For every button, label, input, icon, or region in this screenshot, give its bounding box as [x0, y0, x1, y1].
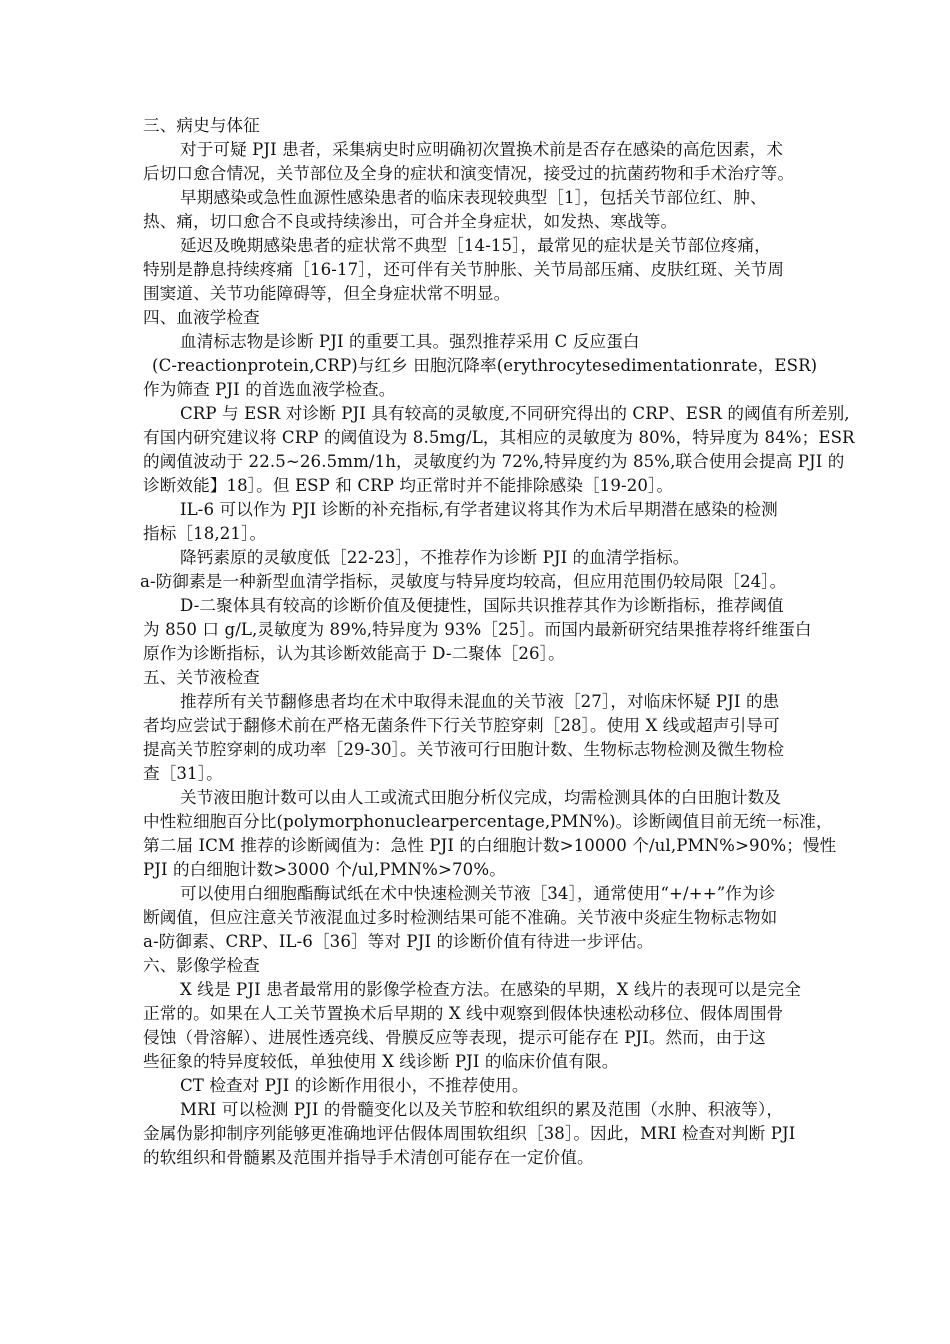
text-line: 降钙素原的灵敏度低［22-23］，不推荐作为诊断 PJI 的血清学指标。	[180, 548, 690, 567]
text-line: 可以使用白细胞酯酶试纸在术中快速检测关节液［34］，通常使用“+/++”作为诊	[180, 884, 776, 903]
text-line: a-防御素是一种新型血清学指标，灵敏度与特异度均较高，但应用范围仍较局限［24］。	[140, 572, 787, 591]
text-line: 查［31］。	[143, 764, 223, 783]
text-line: 提高关节腔穿刺的成功率［29-30］。关节液可行田胞计数、生物标志物检测及微生物检	[143, 740, 785, 759]
section-heading-history: 三、病史与体征	[143, 116, 260, 135]
text-line: 血清标志物是诊断 PJI 的重要工具。强烈推荐采用 C 反应蛋白	[180, 332, 640, 351]
text-line: 中性粒细胞百分比(polymorphonuclearpercentage,PMN%)。诊断阈值目前无统一标准，	[143, 812, 833, 831]
text-line: 正常的。如果在人工关节置换术后早期的 X 线中观察到假体快速松动移位、假体周围骨	[143, 1004, 784, 1023]
text-line: 有国内研究建议将 CRP 的阈值设为 8.5mg/L，其相应的灵敏度为 80%，特异度为 84%；ESR	[143, 428, 855, 447]
text-line: 作为筛查 PJI 的首选血液学检查。	[143, 380, 396, 399]
text-line: 些征象的特异度较低，单独使用 X 线诊断 PJI 的临床价值有限。	[143, 1052, 619, 1071]
section-heading-synovial-fluid: 五、关节液检查	[143, 668, 260, 687]
text-line: 为 850 口 g/L,灵敏度为 89%,特异度为 93%［25］。而国内最新研究结果推荐将纤维蛋白	[143, 620, 812, 639]
text-line: D-二聚体具有较高的诊断价值及便捷性，国际共识推荐其作为诊断指标，推荐阈值	[180, 596, 784, 615]
text-line: CRP 与 ESR 对诊断 PJI 具有较高的灵敏度,不同研究得出的 CRP、ESR 的阈值有所差别,	[180, 404, 850, 423]
text-line: 原作为诊断指标，认为其诊断效能高于 D-二聚体［26］。	[143, 644, 565, 663]
text-line: 的阈值波动于 22.5~26.5mm/1h，灵敏度约为 72%,特异度约为 85%,联合使用会提高 PJI 的	[143, 452, 845, 471]
text-line: 特别是静息持续疼痛［16-17］，还可伴有关节肿胀、关节局部压痛、皮肤红斑、关节周	[143, 260, 785, 279]
text-line: CT 检查对 PJI 的诊断作用很小，不推荐使用。	[180, 1076, 529, 1095]
text-line: 断阈值，但应注意关节液混血过多时检测结果可能不准确。关节液中炎症生物标志物如	[143, 908, 778, 927]
text-line: MRI 可以检测 PJI 的骨髓变化以及关节腔和软组织的累及范围（水肿、积液等），	[180, 1100, 784, 1119]
text-line: 推荐所有关节翻修患者均在术中取得未混血的关节液［27］，对临床怀疑 PJI 的患	[180, 692, 780, 711]
section-heading-imaging: 六、影像学检查	[143, 956, 260, 975]
text-line: 对于可疑 PJI 患者，采集病史时应明确初次置换术前是否存在感染的高危因素，术	[180, 140, 784, 159]
text-line: 指标［18,21］。	[143, 524, 267, 543]
text-line: 延迟及晚期感染患者的症状常不典型［14-15］，最常见的症状是关节部位疼痛，	[180, 236, 771, 255]
text-line: X 线是 PJI 患者最常用的影像学检查方法。在感染的早期，X 线片的表现可以是完全	[180, 980, 801, 999]
text-line: 热、痛，切口愈合不良或持续渗出，可合并全身症状，如发热、寒战等。	[143, 212, 678, 231]
text-line: 围窦道、关节功能障碍等，但全身症状常不明显。	[143, 284, 511, 303]
text-line: 金属伪影抑制序列能够更准确地评估假体周围软组织［38］。因此，MRI 检查对判断 PJI	[143, 1124, 796, 1143]
text-line: PJI 的白细胞计数>3000 个/ul,PMN%>70%。	[143, 860, 506, 879]
text-line: 者均应尝试于翻修术前在严格无菌条件下行关节腔穿刺［28］。使用 X 线或超声引导可	[143, 716, 780, 735]
text-line: 后切口愈合情况，关节部位及全身的症状和演变情况，接受过的抗菌药物和手术治疗等。	[143, 164, 795, 183]
text-line: (C-reactionprotein,CRP)与红乡 田胞沉降率(erythrocytesedimentationrate，ESR)	[152, 356, 818, 375]
text-line: a-防御素、CRP、IL-6［36］等对 PJI 的诊断价值有待进一步评估。	[143, 932, 654, 951]
text-line: 关节液田胞计数可以由人工或流式田胞分析仪完成，均需检测具体的白田胞计数及	[180, 788, 781, 807]
text-line: IL-6 可以作为 PJI 诊断的补充指标,有学者建议将其作为术后早期潜在感染的检测	[180, 500, 778, 519]
text-line: 的软组织和骨髓累及范围并指导手术清创可能存在一定价值。	[143, 1148, 594, 1167]
text-line: 诊断效能】18］。但 ESP 和 CRP 均正常时并不能排除感染［19-20］。	[143, 476, 674, 495]
text-line: 早期感染或急性血源性感染患者的临床表现较典型［1］，包括关节部位红、肿、	[180, 188, 767, 207]
text-line: 侵蚀（骨溶解）、进展性透亮线、骨膜反应等表现，提示可能存在 PJI。然而，由于这	[143, 1028, 766, 1047]
section-heading-hematology: 四、血液学检查	[143, 308, 260, 327]
text-line: 第二届 ICM 推荐的诊断阈值为：急性 PJI 的白细胞计数>10000 个/ul,PMN%>90%；慢性	[143, 836, 837, 855]
